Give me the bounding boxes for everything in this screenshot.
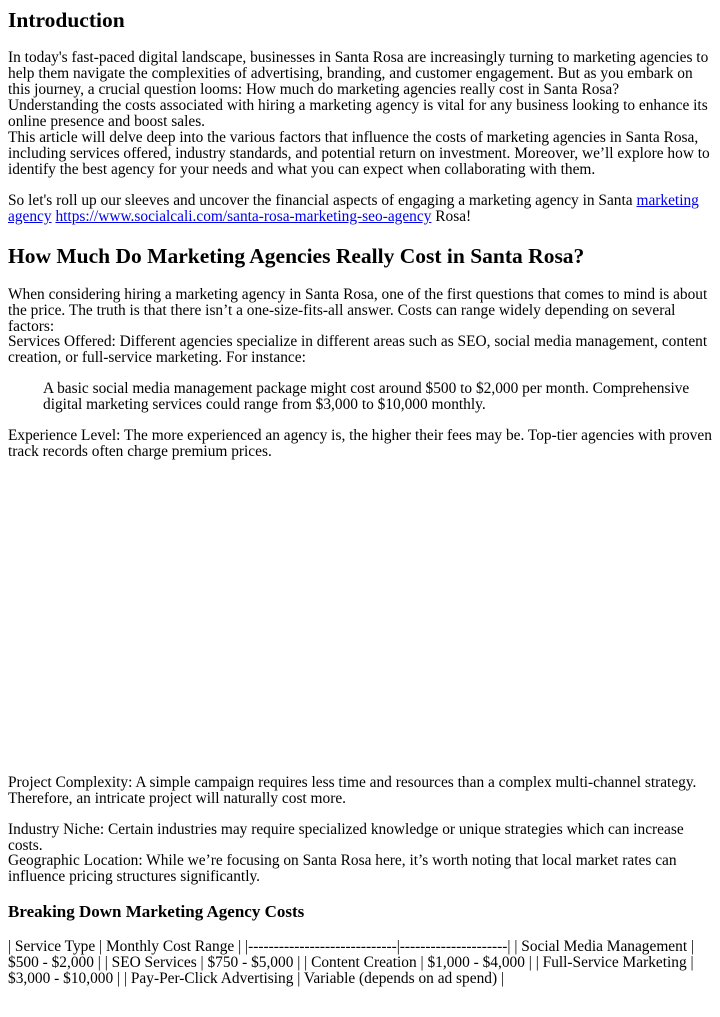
intro-paragraph-3: [8, 193, 712, 225]
intro-paragraph-1: In today's fast-paced digital landscape, businesses in Santa Rosa are increasingly turning to marketing agencies to help them navigate the complexities of advertising, branding, and customer engagement. But as you embark on this journey, a crucial question looms: How much do marketing agencies really cost in Santa Rosa? Understanding the costs associated with hiring a marketing agency is vital for any business looking to enhance its online presence and boost sales.: [8, 49, 709, 130]
intro-paragraph-3-text: So let's roll up our sleeves and uncover the financial aspects of engaging a marketing agency in Santa: [8, 192, 637, 209]
intro-paragraph-2: This article will delve deep into the various factors that influence the costs of marketing agencies in Santa Rosa, including services offered, industry standards, and potential return on investment. Moreover, we’ll explore how to identify the best agency for your needs and what you can expect when collaborating with them.: [8, 129, 710, 178]
pricing-blockquote: A basic social media management package might cost around $500 to $2,000 per month. Comprehensive digital marketing services could range from $3,000 to $10,000 monthly.: [43, 380, 690, 413]
industry-niche-paragraph: Industry Niche: Certain industries may require specialized knowledge or unique strategies which can increase costs.: [8, 821, 684, 854]
intro-heading: Introduction: [8, 8, 125, 32]
socialcali-url-link[interactable]: https://www.socialcali.com/santa-rosa-marketing-seo-agency: [55, 208, 432, 225]
intro-paragraph-3-end: Rosa!: [431, 208, 472, 225]
cost-intro-paragraph: When considering hiring a marketing agency in Santa Rosa, one of the first questions that comes to mind is about the price. The truth is that there isn’t a one-size-fits-all answer. Costs can range widely depending on several factors:: [8, 286, 708, 335]
experience-level-paragraph: Experience Level: The more experienced an agency is, the higher their fees may be. Top-tier agencies with proven track records often charge premium prices.: [8, 427, 712, 460]
services-offered-paragraph: Services Offered: Different agencies specialize in different areas such as SEO, social media management, content creation, or full-service marketing. For instance:: [8, 333, 708, 366]
project-complexity-paragraph: Project Complexity: A simple campaign requires less time and resources than a complex multi-channel strategy. Therefore, an intricate project will naturally cost more.: [8, 774, 697, 807]
geographic-location-paragraph: Geographic Location: While we’re focusing on Santa Rosa here, it’s worth noting that local market rates can influence pricing structures significantly.: [8, 852, 677, 885]
breakdown-heading: Breaking Down Marketing Agency Costs: [8, 902, 305, 921]
cost-table-text: | Service Type | Monthly Cost Range | |-----------------------------|---------------------| | Social Media Management | $500 - $2,000 | | SEO Services | $750 - $5,000 | | Content Creation | $1,000 - $4,000 | | Full-Service Marketing | $3,000 - $10,000 | | Pay-Per-Click Advertising | Variable (depends on ad spend) |: [8, 938, 695, 987]
marketing-agency-link[interactable]: marketing agency: [8, 192, 699, 225]
cost-section-heading: How Much Do Marketing Agencies Really Cost in Santa Rosa?: [8, 244, 585, 268]
